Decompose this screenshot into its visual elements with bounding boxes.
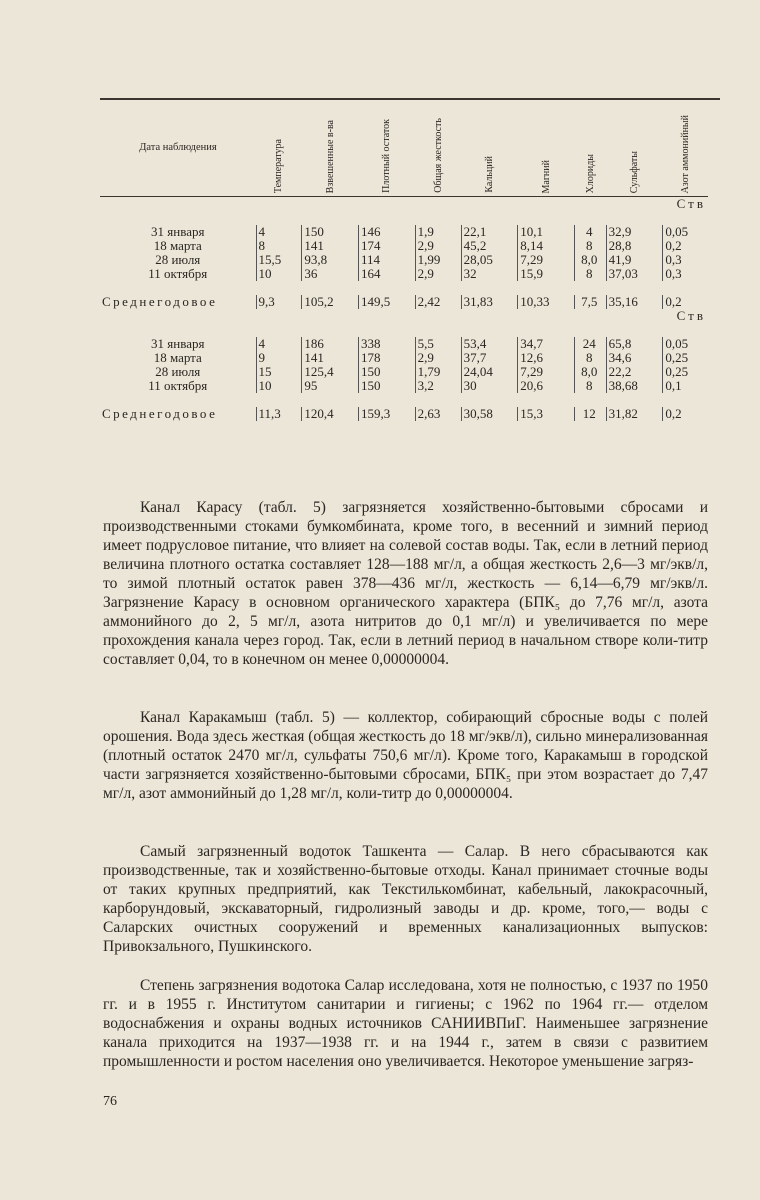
header-ammonia-nitrogen: Азот аммонийный <box>663 98 708 197</box>
table-cell: 4 <box>256 337 302 351</box>
average-label: Среднегодовое <box>102 294 218 309</box>
header-chlorides: Хлориды <box>574 98 606 197</box>
table-cell: 28,8 <box>606 239 663 253</box>
table-row <box>100 379 708 393</box>
station-label-row <box>100 197 708 212</box>
header-calcium: Кальций <box>461 98 518 197</box>
table-row <box>100 267 708 281</box>
table-cell: 2,9 <box>415 239 461 253</box>
average-cell: 0,2 <box>663 295 708 309</box>
average-cell: 12 <box>574 407 606 421</box>
average-row <box>100 407 708 421</box>
table-cell: 1,99 <box>415 253 461 267</box>
table-cell: 0,3 <box>663 267 708 281</box>
table-cell: 45,2 <box>461 239 518 253</box>
table-cell: 37,7 <box>461 351 518 365</box>
average-cell: 105,2 <box>302 295 359 309</box>
table-cell: 38,68 <box>606 379 663 393</box>
table-cell: 9 <box>256 351 302 365</box>
table-row <box>100 253 708 267</box>
row-date: 18 марта <box>153 238 202 253</box>
spacer-row <box>100 323 708 337</box>
table-cell: 8,0 <box>574 365 606 379</box>
average-cell: 11,3 <box>256 407 302 421</box>
table-cell: 8 <box>574 267 606 281</box>
table-cell: 15 <box>256 365 302 379</box>
table-cell: 8 <box>574 239 606 253</box>
table-cell: 146 <box>359 225 416 239</box>
table-row <box>100 337 708 351</box>
header-hardness: Общая жесткость <box>415 98 461 197</box>
table-cell: 10 <box>256 379 302 393</box>
average-cell: 35,16 <box>606 295 663 309</box>
table-cell: 1,79 <box>415 365 461 379</box>
table-cell: 24,04 <box>461 365 518 379</box>
station-label: Ств <box>676 196 706 211</box>
row-date: 31 января <box>151 336 205 351</box>
table-cell: 10,1 <box>518 225 575 239</box>
table-cell: 36 <box>302 267 359 281</box>
station-label-row <box>100 309 708 323</box>
table-cell: 65,8 <box>606 337 663 351</box>
header-sulfates: Сульфаты <box>606 98 663 197</box>
table-cell: 15,5 <box>256 253 302 267</box>
average-cell: 149,5 <box>359 295 416 309</box>
table-cell: 0,25 <box>663 365 708 379</box>
paragraph-karakamysh: Канал Каракамыш (табл. 5) — коллектор, собирающий сбросные воды с полей орошения. Вода здесь жесткая (общая жесткость до 18 мг/экв/л), сильно минерализованная (плотный остаток 2470 мг/л, сульфаты 750,6 мг/л). Кроме того, Каракамыш в городской части загрязняется хозяйственно-бытовыми сбросами, БПК₅ при этом возрастает до 7,47 мг/л, азот аммонийный до 1,28 мг/л, коли-титр до 0,00000004. <box>103 709 708 802</box>
table-cell: 150 <box>302 225 359 239</box>
table-cell: 34,6 <box>606 351 663 365</box>
table-cell: 141 <box>302 351 359 365</box>
table-cell: 22,2 <box>606 365 663 379</box>
table-cell: 10 <box>256 267 302 281</box>
average-cell: 31,83 <box>461 295 518 309</box>
average-label: Среднегодовое <box>102 406 218 421</box>
table-cell: 32,9 <box>606 225 663 239</box>
page-number: 76 <box>103 1094 117 1109</box>
header-suspended: Взвешенные в-ва <box>302 98 359 197</box>
table-cell: 95 <box>302 379 359 393</box>
table-cell: 15,9 <box>518 267 575 281</box>
average-cell: 30,58 <box>461 407 518 421</box>
table-cell: 41,9 <box>606 253 663 267</box>
table-cell: 150 <box>359 379 416 393</box>
table-header-row <box>100 98 708 197</box>
water-quality-table <box>100 98 708 421</box>
spacer-row <box>100 211 708 225</box>
table-cell: 338 <box>359 337 416 351</box>
row-date: 31 января <box>151 224 205 239</box>
table-cell: 125,4 <box>302 365 359 379</box>
average-row <box>100 295 708 309</box>
header-dry-residue: Плотный остаток <box>359 98 416 197</box>
row-date: 18 марта <box>153 350 202 365</box>
row-date: 28 июля <box>155 252 201 267</box>
table-row <box>100 351 708 365</box>
table-cell: 8 <box>256 239 302 253</box>
table-row <box>100 225 708 239</box>
table-cell: 0,3 <box>663 253 708 267</box>
table-cell: 4 <box>574 225 606 239</box>
table-cell: 30 <box>461 379 518 393</box>
table-cell: 164 <box>359 267 416 281</box>
table-cell: 0,05 <box>663 337 708 351</box>
gap-row <box>100 281 708 295</box>
average-cell: 2,42 <box>415 295 461 309</box>
table-cell: 7,29 <box>518 365 575 379</box>
table-cell: 53,4 <box>461 337 518 351</box>
table-row <box>100 365 708 379</box>
paragraph-salar: Самый загрязненный водоток Ташкента — Салар. В него сбрасываются как производственные, так и хозяйственно-бытовые отходы. Канал принимает сточные воды от таких крупных предприятий, как Текстилькомбинат, кабельный, лакокрасочный, карборундовый, экскаваторный, гидролизный заводы и др. кроме, того,— воды с Саларских очистных сооружений и временных канализационных выпусков: Привокзального, Пушкинского. <box>103 843 708 955</box>
table-cell: 2,9 <box>415 267 461 281</box>
table-cell: 1,9 <box>415 225 461 239</box>
table-cell: 2,9 <box>415 351 461 365</box>
table-cell: 8,14 <box>518 239 575 253</box>
table-cell: 141 <box>302 239 359 253</box>
average-cell: 120,4 <box>302 407 359 421</box>
average-cell: 9,3 <box>256 295 302 309</box>
table-cell: 3,2 <box>415 379 461 393</box>
table-cell: 0,25 <box>663 351 708 365</box>
table-cell: 20,6 <box>518 379 575 393</box>
table-cell: 5,5 <box>415 337 461 351</box>
table-cell: 28,05 <box>461 253 518 267</box>
station-label: Ств <box>676 308 706 323</box>
table-cell: 0,2 <box>663 239 708 253</box>
table-cell: 34,7 <box>518 337 575 351</box>
table-cell: 32 <box>461 267 518 281</box>
paragraph-karasu: Канал Карасу (табл. 5) загрязняется хозяйственно-бытовыми сбросами и производственными стоками бумкомбината, кроме того, в весенний и зимний период имеет подрусловое питание, что влияет на солевой состав воды. Так, если в летний период величина плотного остатка составляет 128—188 мг/л, а общая жесткость 2,6—3 мг/экв/л, то зимой плотный остаток равен 378—436 мг/л, жесткость — 6,14—6,79 мг/экв/л. Загрязнение Карасу в основном органического характера (БПК₅ до 7,76 мг/л, азота аммонийного до 2, 5 мг/л, азота нитритов до 0,1 мг/л) и увеличивается по мере прохождения канала через город. Так, если в летний период в начальном створе коли-титр составляет 0,04, то в конечном он менее 0,00000004. <box>103 499 708 668</box>
paragraph-salar-history: Степень загрязнения водотока Салар исследована, хотя не полностью, с 1937 по 1950 гг. и в 1955 г. Институтом санитарии и гигиены; с 1962 по 1964 гг.— отделом водоснабжения и охраны водных источников САНИИВПиГ. Наименьшее загрязнение канала приходится на 1937—1938 гг. и на 1944 г., затем в связи с развитием промышленности и ростом населения оно увеличивается. Некоторое уменьшение загряз- <box>103 977 708 1070</box>
table-cell: 93,8 <box>302 253 359 267</box>
row-date: 11 октября <box>148 378 208 393</box>
table-cell: 178 <box>359 351 416 365</box>
average-cell: 0,2 <box>663 407 708 421</box>
table-cell: 4 <box>256 225 302 239</box>
header-temperature: Температура <box>256 98 302 197</box>
average-cell: 159,3 <box>359 407 416 421</box>
table-cell: 12,6 <box>518 351 575 365</box>
average-cell: 2,63 <box>415 407 461 421</box>
table-cell: 174 <box>359 239 416 253</box>
table-cell: 0,05 <box>663 225 708 239</box>
table-cell: 8,0 <box>574 253 606 267</box>
average-cell: 31,82 <box>606 407 663 421</box>
gap-row <box>100 393 708 407</box>
table-cell: 114 <box>359 253 416 267</box>
row-date: 11 октября <box>148 266 208 281</box>
table-cell: 24 <box>574 337 606 351</box>
row-date: 28 июля <box>155 364 201 379</box>
table-row <box>100 239 708 253</box>
average-cell: 15,3 <box>518 407 575 421</box>
table-cell: 186 <box>302 337 359 351</box>
average-cell: 7,5 <box>574 295 606 309</box>
table-cell: 8 <box>574 351 606 365</box>
table-cell: 0,1 <box>663 379 708 393</box>
average-cell: 10,33 <box>518 295 575 309</box>
table-cell: 22,1 <box>461 225 518 239</box>
table-cell: 8 <box>574 379 606 393</box>
table-cell: 7,29 <box>518 253 575 267</box>
table-cell: 150 <box>359 365 416 379</box>
table-cell: 37,03 <box>606 267 663 281</box>
header-magnesium: Магний <box>518 98 575 197</box>
header-date: Дата наблюдения <box>100 98 256 197</box>
